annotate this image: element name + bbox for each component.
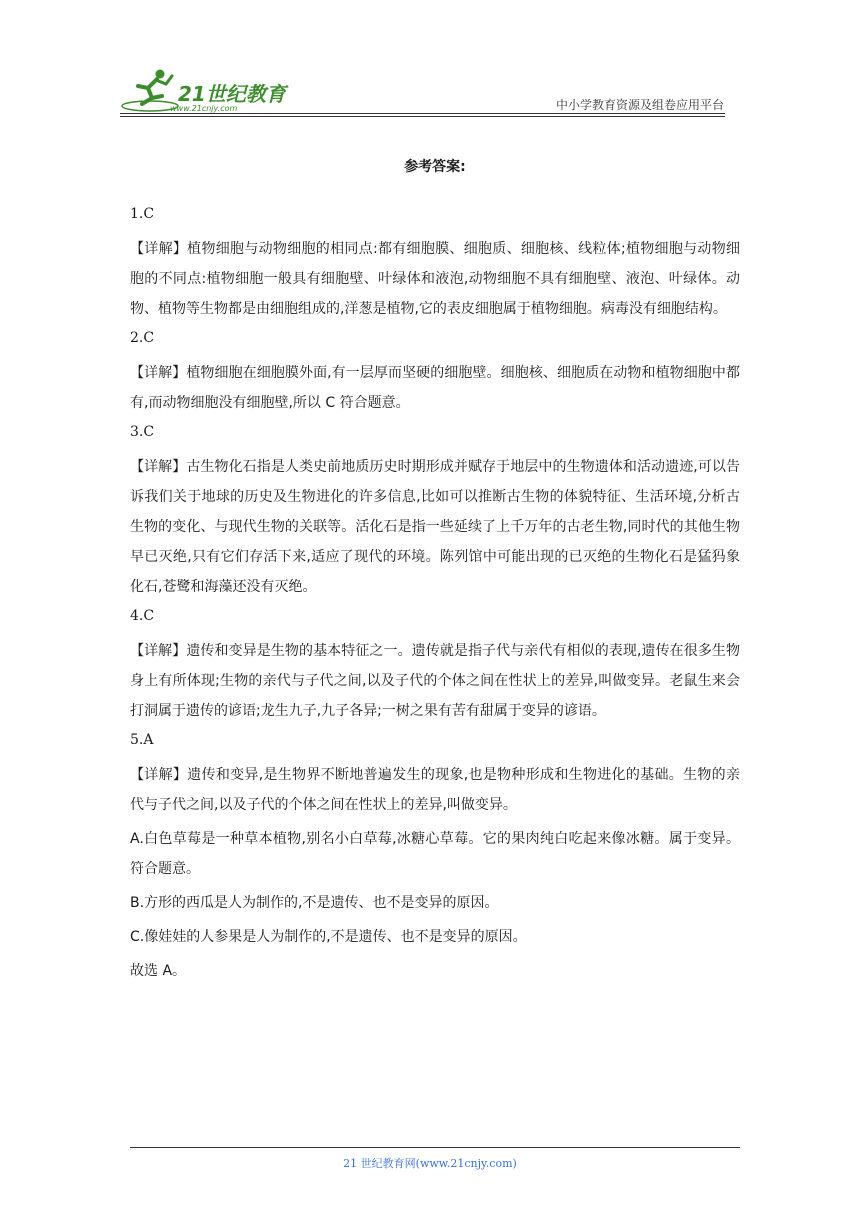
- logo: [120, 66, 310, 114]
- answer-number: 3.C: [130, 424, 155, 440]
- answer-item: [130, 204, 740, 324]
- answer-explanation: 【详解】植物细胞与动物细胞的相同点:都有细胞膜、细胞质、细胞核、线粒体;植物细胞与动物细胞的不同点:植物细胞一般具有细胞壁、叶绿体和液泡,动物细胞不具有细胞壁、液泡、叶绿体。动物、植物等生物都是由细胞组成的,洋葱是植物,它的表皮细胞属于植物细胞。病毒没有细胞结构。: [130, 241, 740, 317]
- answer-item: [130, 328, 740, 418]
- answer-explanation: 【详解】植物细胞在细胞膜外面,有一层厚而坚硬的细胞壁。细胞核、细胞质在动物和植物细胞中都有,而动物细胞没有细胞壁,所以 C 符合题意。: [130, 365, 740, 411]
- answer-number: 2.C: [130, 330, 155, 346]
- header-divider-thin: [120, 116, 725, 117]
- header-divider: [120, 113, 725, 114]
- option-explanation-c: C.像娃娃的人参果是人为制作的,不是遗传、也不是变异的原因。: [130, 929, 527, 945]
- answer-item: [130, 422, 740, 602]
- answer-item: [130, 730, 740, 986]
- page-title: 参考答案:: [404, 159, 466, 175]
- page-header: [120, 60, 740, 120]
- answer-number: 1.C: [130, 206, 155, 222]
- answer-explanation: 【详解】古生物化石指是人类史前地质历史时期形成并赋存于地层中的生物遗体和活动遗迹,可以告诉我们关于地球的历史及生物进化的许多信息,比如可以推断古生物的体貌特征、生活环境,分析古生物的变化、与现代生物的关联等。活化石是指一些延续了上千万年的古老生物,同时代的其他生物早已灭绝,只有它们存活下来,适应了现代的环境。陈列馆中可能出现的已灭绝的生物化石是猛犸象化石,苍鹭和海藻还没有灭绝。: [130, 459, 740, 595]
- platform-text: 中小学教育资源及组卷应用平台: [555, 98, 724, 112]
- footer-divider: [130, 1147, 740, 1148]
- option-explanation-a: A.白色草莓是一种草本植物,别名小白草莓,冰糖心草莓。它的果肉纯白吃起来像冰糖。属于变异。符合题意。: [130, 831, 740, 877]
- logo-text: 21世纪教育: [178, 82, 286, 106]
- answer-number: 4.C: [130, 608, 155, 624]
- answer-explanation: 【详解】遗传和变异,是生物界不断地普遍发生的现象,也是物种形成和生物进化的基础。生物的亲代与子代之间,以及子代的个体之间在性状上的差异,叫做变异。: [130, 767, 740, 813]
- page-footer: 21 世纪教育网(www.21cnjy.com): [343, 1157, 517, 1170]
- option-explanation-b: B.方形的西瓜是人为制作的,不是遗传、也不是变异的原因。: [130, 895, 499, 911]
- answer-number: 5.A: [130, 732, 154, 748]
- answer-item: [130, 606, 740, 726]
- answer-explanation: 【详解】遗传和变异是生物的基本特征之一。遗传就是指子代与亲代有相似的表现,遗传在很多生物身上有所体现;生物的亲代与子代之间,以及子代的个体之间在性状上的差异,叫做变异。老鼠生来会打洞属于遗传的谚语;龙生九子,九子各异;一树之果有苦有甜属于变异的谚语。: [130, 643, 740, 719]
- logo-url: www.21cnjy.com: [170, 104, 238, 113]
- answer-conclusion: 故选 A。: [130, 963, 187, 979]
- answer-content: [130, 150, 740, 990]
